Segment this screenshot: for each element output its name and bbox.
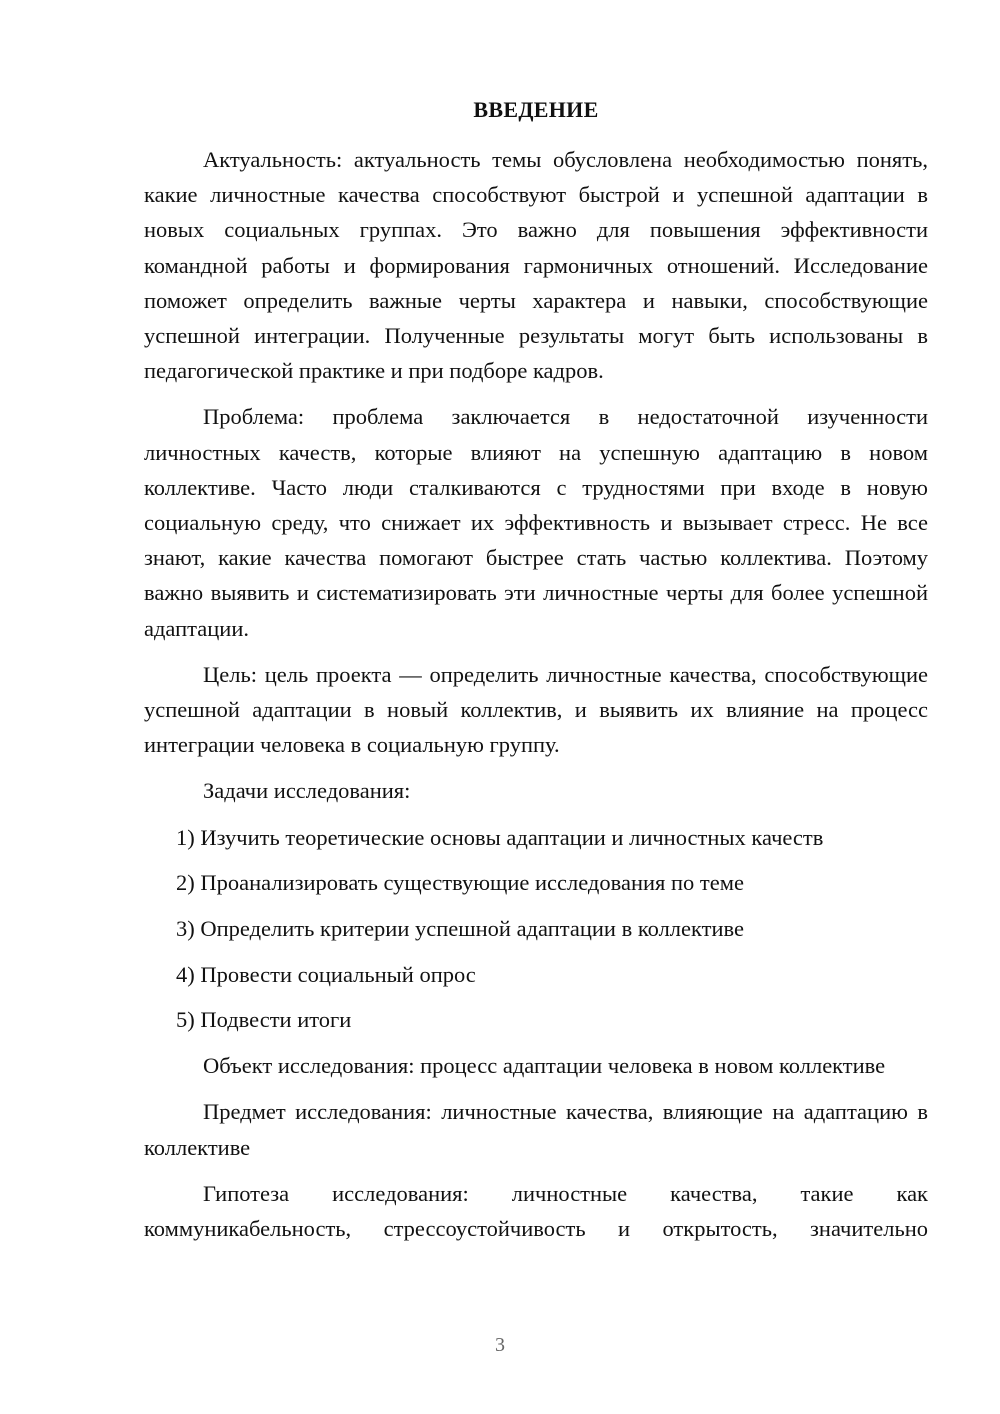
subject-paragraph: Предмет исследования: личностные качества, влияющие на адаптацию в коллективе: [144, 1099, 928, 1160]
task-item: 4) Провести социальный опрос: [176, 961, 476, 987]
problem-paragraph: Проблема: проблема заключается в недостаточной изученности личностных качеств, которые влияют на успешную адаптацию в новом коллективе. Часто люди сталкиваются с трудностями при входе в новую социальную среду, что снижает их эффективность и вызывает стресс. Не все знают, какие качества помогают быстрее стать частью коллектива. Поэтому важно выявить и систематизировать эти личностные черты для более успешной адаптации.: [144, 404, 928, 641]
document-body: [144, 92, 928, 1257]
page-number: 3: [495, 1334, 505, 1356]
task-item: 1) Изучить теоретические основы адаптации и личностных качеств: [176, 824, 824, 850]
task-item: 3) Определить критерии успешной адаптации в коллективе: [176, 916, 744, 942]
page-title: ВВЕДЕНИЕ: [473, 97, 599, 122]
tasks-heading: Задачи исследования:: [203, 778, 411, 804]
task-item: 2) Проанализировать существующие исследования по теме: [176, 870, 744, 896]
goal-paragraph: Цель: цель проекта — определить личностные качества, способствующие успешной адаптации в новый коллектив, и выявить их влияние на процесс интеграции человека в социальную группу.: [144, 661, 928, 758]
tasks-list: [144, 820, 928, 1038]
hypothesis-paragraph: Гипотеза исследования: личностные качества, такие как коммуникабельность, стрессоустойчивость и открытость, значительно: [144, 1180, 928, 1241]
object-paragraph: Объект исследования: процесс адаптации человека в новом коллективе: [203, 1053, 886, 1079]
relevance-paragraph: Актуальность: актуальность темы обусловлена необходимостью понять, какие личностные качества способствуют быстрой и успешной адаптации в новых социальных группах. Это важно для повышения эффективности командной работы и формирования гармоничных отношений. Исследование поможет определить важные черты характера и навыки, способствующие успешной интеграции. Полученные результаты могут быть использованы в педагогической практике и при подборе кадров.: [144, 147, 928, 384]
task-item: 5) Подвести итоги: [176, 1007, 352, 1033]
